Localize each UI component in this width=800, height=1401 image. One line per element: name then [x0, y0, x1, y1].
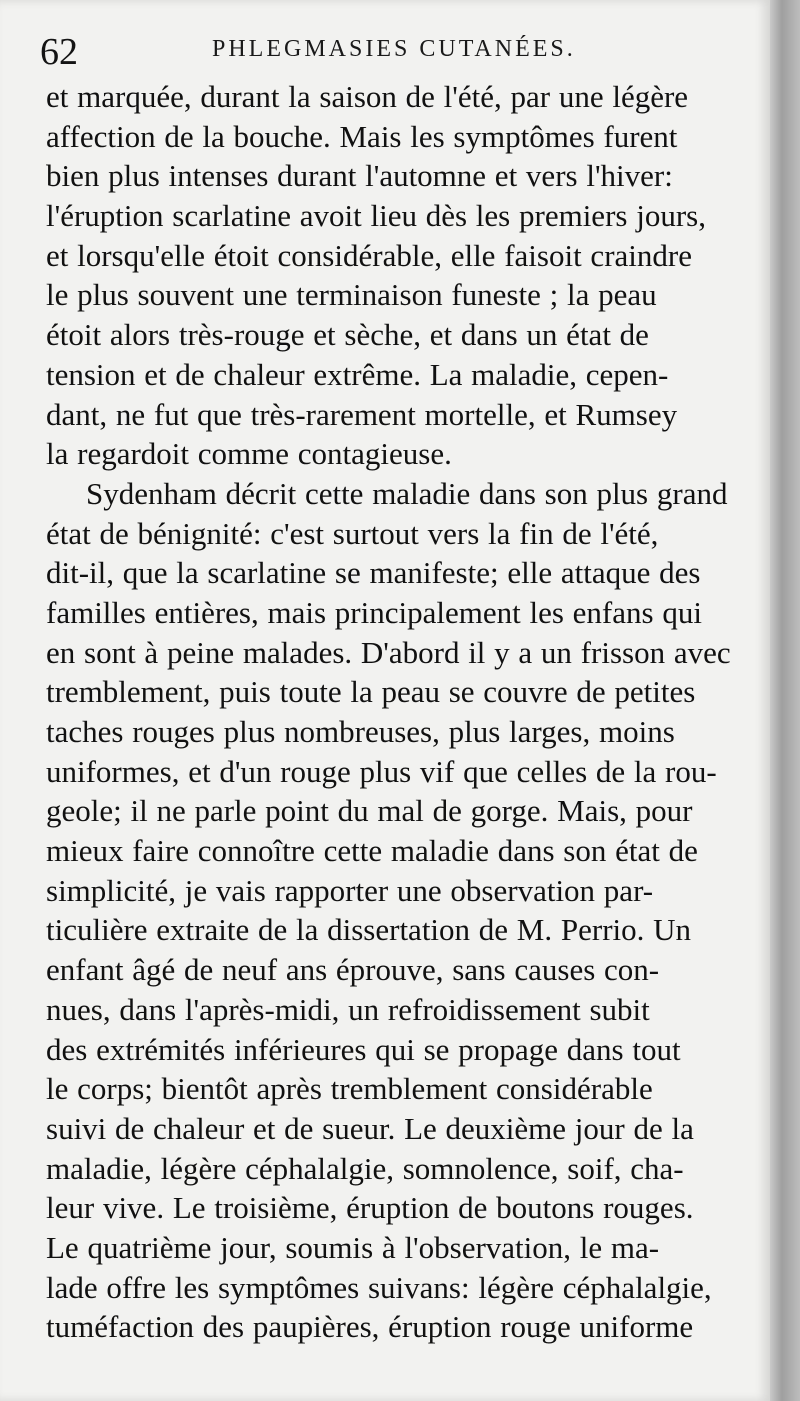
- text-line: geole; il ne parle point du mal de gorge. Mais, pour: [46, 793, 693, 829]
- text-line: le corps; bientôt après tremblement considérable: [46, 1071, 653, 1107]
- paragraph-first-line: Sydenham décrit cette maladie dans son plus grand: [86, 475, 728, 511]
- text-line: le plus souvent une terminaison funeste ; la peau: [46, 277, 657, 313]
- text-line: et lorsqu'elle étoit considérable, elle faisoit craindre: [46, 237, 692, 273]
- page-header: [40, 30, 760, 74]
- text-line: mieux faire connoître cette maladie dans son état de: [46, 833, 698, 869]
- text-line: lade offre les symptômes suivans: légère céphalalgie,: [46, 1269, 712, 1305]
- text-line: enfant âgé de neuf ans éprouve, sans causes con-: [46, 952, 660, 988]
- text-line: l'éruption scarlatine avoit lieu dès les premiers jours,: [46, 198, 706, 234]
- text-line: nues, dans l'après-midi, un refroidissement subit: [46, 991, 650, 1027]
- page-edge: [770, 0, 800, 1401]
- text-line: taches rouges plus nombreuses, plus larges, moins: [46, 714, 675, 749]
- text-line: maladie, légère céphalalgie, somnolence, soif, cha-: [46, 1150, 684, 1186]
- running-title: PHLEGMASIES CUTANÉES.: [212, 36, 576, 62]
- text-line: tuméfaction des paupières, éruption rouge uniforme: [46, 1309, 694, 1345]
- body-text: [46, 77, 766, 1347]
- text-line: uniformes, et d'un rouge plus vif que celles de la rou-: [46, 753, 717, 789]
- text-line: la regardoit comme contagieuse.: [46, 436, 452, 472]
- text-line: en sont à peine malades. D'abord il y a un frisson avec: [46, 634, 731, 670]
- text-line: état de bénignité: c'est surtout vers la fin de l'été,: [46, 515, 659, 551]
- text-line: leur vive. Le troisième, éruption de boutons rouges.: [46, 1190, 694, 1226]
- text-line: Le quatrième jour, soumis à l'observation, le ma-: [46, 1229, 660, 1265]
- text-line: familles entières, mais principalement les enfans qui: [46, 594, 702, 630]
- text-line: et marquée, durant la saison de l'été, par une légère: [46, 79, 689, 114]
- text-line: suivi de chaleur et de sueur. Le deuxième jour de la: [46, 1110, 694, 1146]
- text-line: tremblement, puis toute la peau se couvre de petites: [46, 674, 696, 710]
- text-line: simplicité, je vais rapporter une observation par-: [46, 872, 654, 908]
- text-line: ticulière extraite de la dissertation de M. Perrio. Un: [46, 912, 692, 948]
- text-line: affection de la bouche. Mais les symptômes furent: [46, 118, 678, 154]
- text-line: étoit alors très-rouge et sèche, et dans un état de: [46, 317, 649, 353]
- page-number: 62: [40, 31, 78, 73]
- text-line: dit-il, que la scarlatine se manifeste; elle attaque des: [46, 555, 701, 591]
- text-line: dant, ne fut que très-rarement mortelle, et Rumsey: [46, 396, 678, 432]
- text-line: des extrémités inférieures qui se propage dans tout: [46, 1031, 681, 1067]
- text-line: bien plus intenses durant l'automne et vers l'hiver:: [46, 158, 673, 194]
- text-line: tension et de chaleur extrême. La maladie, cepen-: [46, 356, 669, 392]
